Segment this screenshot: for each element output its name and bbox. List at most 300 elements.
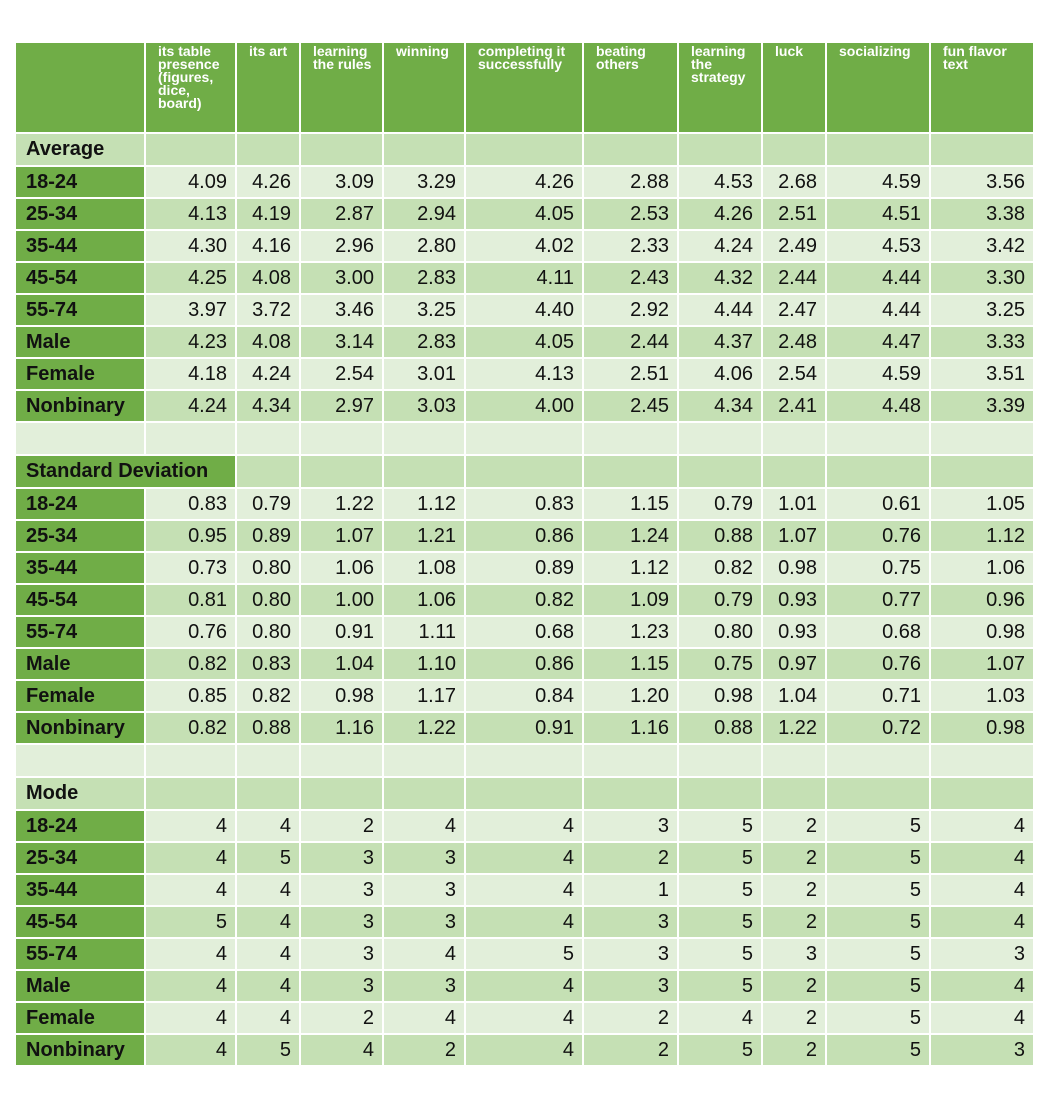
value-cell: 1.22 xyxy=(762,712,826,744)
value-cell: 4 xyxy=(300,1034,383,1066)
value-cell: 0.93 xyxy=(762,616,826,648)
value-cell: 0.91 xyxy=(465,712,583,744)
value-cell: 4.26 xyxy=(678,198,762,230)
value-cell: 2 xyxy=(583,1002,678,1034)
value-cell: 4.23 xyxy=(145,326,236,358)
value-cell: 0.82 xyxy=(678,552,762,584)
value-cell: 2.83 xyxy=(383,326,465,358)
value-cell: 0.81 xyxy=(145,584,236,616)
value-cell: 1.24 xyxy=(583,520,678,552)
value-cell: 4 xyxy=(145,938,236,970)
value-cell: 0.76 xyxy=(826,648,930,680)
table-row xyxy=(15,326,1034,358)
table-row xyxy=(15,874,1034,906)
column-header: completing it successfully xyxy=(465,42,583,133)
row-label: 25-34 xyxy=(15,842,145,874)
value-cell: 1.15 xyxy=(583,488,678,520)
value-cell: 0.91 xyxy=(300,616,383,648)
value-cell: 0.72 xyxy=(826,712,930,744)
blank-cell xyxy=(762,744,826,777)
value-cell: 4.32 xyxy=(678,262,762,294)
value-cell: 4.08 xyxy=(236,262,300,294)
value-cell: 1.20 xyxy=(583,680,678,712)
value-cell: 1.01 xyxy=(762,488,826,520)
value-cell: 4.44 xyxy=(678,294,762,326)
value-cell: 3.72 xyxy=(236,294,300,326)
empty-cell xyxy=(465,777,583,810)
value-cell: 0.88 xyxy=(678,520,762,552)
table-row xyxy=(15,906,1034,938)
value-cell: 4.34 xyxy=(678,390,762,422)
blank-cell xyxy=(826,744,930,777)
value-cell: 4.40 xyxy=(465,294,583,326)
value-cell: 0.82 xyxy=(236,680,300,712)
value-cell: 2 xyxy=(383,1034,465,1066)
value-cell: 1.12 xyxy=(583,552,678,584)
value-cell: 5 xyxy=(678,938,762,970)
value-cell: 4 xyxy=(678,1002,762,1034)
table-row xyxy=(15,616,1034,648)
value-cell: 3.09 xyxy=(300,166,383,198)
value-cell: 5 xyxy=(826,810,930,842)
blank-cell xyxy=(383,422,465,455)
value-cell: 1.05 xyxy=(930,488,1034,520)
empty-cell xyxy=(145,777,236,810)
section-header-row xyxy=(15,133,1034,166)
value-cell: 3.46 xyxy=(300,294,383,326)
value-cell: 0.71 xyxy=(826,680,930,712)
empty-cell xyxy=(826,133,930,166)
value-cell: 5 xyxy=(678,1034,762,1066)
empty-cell xyxy=(762,777,826,810)
value-cell: 4.13 xyxy=(465,358,583,390)
value-cell: 2.51 xyxy=(583,358,678,390)
blank-cell xyxy=(465,744,583,777)
value-cell: 5 xyxy=(678,874,762,906)
empty-cell xyxy=(465,133,583,166)
value-cell: 1.21 xyxy=(383,520,465,552)
value-cell: 4.02 xyxy=(465,230,583,262)
value-cell: 4.37 xyxy=(678,326,762,358)
empty-cell xyxy=(583,455,678,488)
column-header: socializing xyxy=(826,42,930,133)
table-row xyxy=(15,520,1034,552)
value-cell: 0.68 xyxy=(465,616,583,648)
empty-cell xyxy=(583,133,678,166)
value-cell: 0.79 xyxy=(236,488,300,520)
section-header-row xyxy=(15,777,1034,810)
value-cell: 4.48 xyxy=(826,390,930,422)
row-label: Male xyxy=(15,326,145,358)
blank-cell xyxy=(583,744,678,777)
value-cell: 1.06 xyxy=(383,584,465,616)
value-cell: 0.68 xyxy=(826,616,930,648)
value-cell: 3 xyxy=(930,1034,1034,1066)
value-cell: 4 xyxy=(465,874,583,906)
value-cell: 1.00 xyxy=(300,584,383,616)
value-cell: 2.80 xyxy=(383,230,465,262)
value-cell: 0.73 xyxy=(145,552,236,584)
row-label: Male xyxy=(15,970,145,1002)
table-row xyxy=(15,390,1034,422)
value-cell: 4.59 xyxy=(826,166,930,198)
row-label: 18-24 xyxy=(15,166,145,198)
value-cell: 2.47 xyxy=(762,294,826,326)
value-cell: 2 xyxy=(762,970,826,1002)
value-cell: 4.18 xyxy=(145,358,236,390)
table-row xyxy=(15,262,1034,294)
value-cell: 4 xyxy=(930,874,1034,906)
value-cell: 2.53 xyxy=(583,198,678,230)
value-cell: 5 xyxy=(826,970,930,1002)
empty-cell xyxy=(930,133,1034,166)
empty-cell xyxy=(300,777,383,810)
value-cell: 0.83 xyxy=(465,488,583,520)
value-cell: 2.54 xyxy=(300,358,383,390)
empty-cell xyxy=(678,455,762,488)
value-cell: 1.09 xyxy=(583,584,678,616)
value-cell: 2 xyxy=(300,810,383,842)
empty-cell xyxy=(300,455,383,488)
empty-cell xyxy=(762,133,826,166)
value-cell: 2.44 xyxy=(762,262,826,294)
value-cell: 4 xyxy=(236,906,300,938)
value-cell: 4.06 xyxy=(678,358,762,390)
value-cell: 4 xyxy=(145,874,236,906)
header-corner-cell xyxy=(15,42,145,133)
blank-spacer-row xyxy=(15,422,1034,455)
value-cell: 4.19 xyxy=(236,198,300,230)
row-label: 18-24 xyxy=(15,810,145,842)
value-cell: 0.86 xyxy=(465,648,583,680)
table-row xyxy=(15,294,1034,326)
blank-cell xyxy=(678,422,762,455)
section-title: Mode xyxy=(15,777,145,810)
value-cell: 2.68 xyxy=(762,166,826,198)
value-cell: 2 xyxy=(762,1002,826,1034)
value-cell: 3 xyxy=(383,970,465,1002)
value-cell: 4 xyxy=(465,970,583,1002)
value-cell: 4.24 xyxy=(236,358,300,390)
value-cell: 2.43 xyxy=(583,262,678,294)
value-cell: 1.04 xyxy=(762,680,826,712)
value-cell: 2.45 xyxy=(583,390,678,422)
value-cell: 3.33 xyxy=(930,326,1034,358)
value-cell: 2.51 xyxy=(762,198,826,230)
value-cell: 1.12 xyxy=(930,520,1034,552)
table-row xyxy=(15,712,1034,744)
section-title: Average xyxy=(15,133,145,166)
row-label: Nonbinary xyxy=(15,712,145,744)
column-header: its table presence (figures, dice, board) xyxy=(145,42,236,133)
value-cell: 2.44 xyxy=(583,326,678,358)
value-cell: 0.97 xyxy=(762,648,826,680)
value-cell: 0.85 xyxy=(145,680,236,712)
empty-cell xyxy=(930,455,1034,488)
blank-cell xyxy=(930,422,1034,455)
value-cell: 4.13 xyxy=(145,198,236,230)
section-title: Standard Deviation xyxy=(15,455,236,488)
value-cell: 2.88 xyxy=(583,166,678,198)
value-cell: 4 xyxy=(236,810,300,842)
value-cell: 3 xyxy=(383,874,465,906)
value-cell: 4.16 xyxy=(236,230,300,262)
table-row xyxy=(15,198,1034,230)
row-label: 55-74 xyxy=(15,938,145,970)
table-row xyxy=(15,810,1034,842)
value-cell: 4.30 xyxy=(145,230,236,262)
empty-cell xyxy=(930,777,1034,810)
header-row xyxy=(15,42,1034,133)
value-cell: 0.83 xyxy=(145,488,236,520)
value-cell: 4 xyxy=(465,906,583,938)
value-cell: 3 xyxy=(300,906,383,938)
column-header: learning the rules xyxy=(300,42,383,133)
value-cell: 2 xyxy=(762,842,826,874)
value-cell: 3 xyxy=(583,970,678,1002)
value-cell: 2 xyxy=(762,906,826,938)
value-cell: 2 xyxy=(762,810,826,842)
blank-cell xyxy=(762,422,826,455)
value-cell: 0.88 xyxy=(678,712,762,744)
blank-cell xyxy=(145,422,236,455)
value-cell: 4 xyxy=(236,970,300,1002)
table-row xyxy=(15,1034,1034,1066)
blank-spacer-row xyxy=(15,744,1034,777)
empty-cell xyxy=(145,133,236,166)
table-row xyxy=(15,970,1034,1002)
blank-cell xyxy=(300,422,383,455)
value-cell: 4 xyxy=(465,1034,583,1066)
blank-cell xyxy=(383,744,465,777)
value-cell: 0.83 xyxy=(236,648,300,680)
blank-cell xyxy=(236,744,300,777)
value-cell: 3 xyxy=(300,874,383,906)
table-row xyxy=(15,842,1034,874)
value-cell: 0.93 xyxy=(762,584,826,616)
value-cell: 4 xyxy=(465,1002,583,1034)
value-cell: 1.22 xyxy=(383,712,465,744)
value-cell: 3.00 xyxy=(300,262,383,294)
value-cell: 4 xyxy=(930,970,1034,1002)
value-cell: 4.34 xyxy=(236,390,300,422)
value-cell: 0.80 xyxy=(236,616,300,648)
value-cell: 1.08 xyxy=(383,552,465,584)
value-cell: 0.86 xyxy=(465,520,583,552)
value-cell: 4 xyxy=(383,938,465,970)
value-cell: 3.01 xyxy=(383,358,465,390)
value-cell: 0.82 xyxy=(145,648,236,680)
value-cell: 2.48 xyxy=(762,326,826,358)
value-cell: 3.97 xyxy=(145,294,236,326)
value-cell: 4 xyxy=(145,970,236,1002)
value-cell: 0.98 xyxy=(300,680,383,712)
value-cell: 3.25 xyxy=(930,294,1034,326)
value-cell: 0.96 xyxy=(930,584,1034,616)
empty-cell xyxy=(762,455,826,488)
value-cell: 0.98 xyxy=(930,616,1034,648)
row-label: 35-44 xyxy=(15,230,145,262)
value-cell: 5 xyxy=(826,938,930,970)
value-cell: 3.03 xyxy=(383,390,465,422)
value-cell: 2.94 xyxy=(383,198,465,230)
value-cell: 1.07 xyxy=(300,520,383,552)
value-cell: 1.15 xyxy=(583,648,678,680)
table-row xyxy=(15,358,1034,390)
value-cell: 3 xyxy=(762,938,826,970)
value-cell: 0.79 xyxy=(678,584,762,616)
column-header: fun flavor text xyxy=(930,42,1034,133)
value-cell: 4 xyxy=(145,1002,236,1034)
value-cell: 5 xyxy=(826,874,930,906)
value-cell: 4.24 xyxy=(145,390,236,422)
value-cell: 1.06 xyxy=(300,552,383,584)
value-cell: 4.08 xyxy=(236,326,300,358)
value-cell: 1.10 xyxy=(383,648,465,680)
value-cell: 2.96 xyxy=(300,230,383,262)
empty-cell xyxy=(678,133,762,166)
value-cell: 0.82 xyxy=(145,712,236,744)
value-cell: 5 xyxy=(236,1034,300,1066)
row-label: Female xyxy=(15,1002,145,1034)
row-label: 55-74 xyxy=(15,616,145,648)
value-cell: 4.47 xyxy=(826,326,930,358)
value-cell: 3.25 xyxy=(383,294,465,326)
row-label: Female xyxy=(15,358,145,390)
empty-cell xyxy=(678,777,762,810)
value-cell: 4 xyxy=(930,842,1034,874)
value-cell: 3 xyxy=(930,938,1034,970)
value-cell: 3.29 xyxy=(383,166,465,198)
row-label: 45-54 xyxy=(15,906,145,938)
table-row xyxy=(15,488,1034,520)
value-cell: 0.82 xyxy=(465,584,583,616)
row-label: 25-34 xyxy=(15,520,145,552)
value-cell: 4 xyxy=(145,810,236,842)
value-cell: 0.75 xyxy=(678,648,762,680)
value-cell: 0.88 xyxy=(236,712,300,744)
row-label: 55-74 xyxy=(15,294,145,326)
column-header: learning the strategy xyxy=(678,42,762,133)
row-label: Female xyxy=(15,680,145,712)
empty-cell xyxy=(236,777,300,810)
blank-label-cell xyxy=(15,422,145,455)
value-cell: 4 xyxy=(145,1034,236,1066)
value-cell: 0.84 xyxy=(465,680,583,712)
value-cell: 0.89 xyxy=(465,552,583,584)
value-cell: 5 xyxy=(826,1034,930,1066)
value-cell: 4 xyxy=(383,1002,465,1034)
value-cell: 2.87 xyxy=(300,198,383,230)
value-cell: 1.11 xyxy=(383,616,465,648)
value-cell: 4.59 xyxy=(826,358,930,390)
value-cell: 5 xyxy=(826,1002,930,1034)
value-cell: 5 xyxy=(678,842,762,874)
empty-cell xyxy=(236,133,300,166)
table-row xyxy=(15,938,1034,970)
value-cell: 4 xyxy=(236,874,300,906)
value-cell: 1 xyxy=(583,874,678,906)
value-cell: 4.05 xyxy=(465,326,583,358)
column-header: luck xyxy=(762,42,826,133)
value-cell: 1.04 xyxy=(300,648,383,680)
value-cell: 1.22 xyxy=(300,488,383,520)
value-cell: 0.98 xyxy=(678,680,762,712)
table-row xyxy=(15,1002,1034,1034)
value-cell: 2.54 xyxy=(762,358,826,390)
blank-cell xyxy=(583,422,678,455)
value-cell: 4.53 xyxy=(678,166,762,198)
row-label: 18-24 xyxy=(15,488,145,520)
value-cell: 1.06 xyxy=(930,552,1034,584)
value-cell: 3.30 xyxy=(930,262,1034,294)
value-cell: 3.42 xyxy=(930,230,1034,262)
value-cell: 4 xyxy=(930,810,1034,842)
survey-stats-table xyxy=(14,41,1035,1067)
row-label: 25-34 xyxy=(15,198,145,230)
blank-cell xyxy=(300,744,383,777)
value-cell: 4.25 xyxy=(145,262,236,294)
value-cell: 2.41 xyxy=(762,390,826,422)
row-label: Male xyxy=(15,648,145,680)
value-cell: 0.80 xyxy=(236,584,300,616)
value-cell: 4.11 xyxy=(465,262,583,294)
value-cell: 3 xyxy=(383,842,465,874)
blank-cell xyxy=(826,422,930,455)
table-row xyxy=(15,230,1034,262)
blank-cell xyxy=(236,422,300,455)
value-cell: 4 xyxy=(930,1002,1034,1034)
value-cell: 1.17 xyxy=(383,680,465,712)
value-cell: 1.12 xyxy=(383,488,465,520)
value-cell: 4 xyxy=(145,842,236,874)
value-cell: 3 xyxy=(300,970,383,1002)
value-cell: 1.07 xyxy=(762,520,826,552)
table-row xyxy=(15,584,1034,616)
value-cell: 5 xyxy=(236,842,300,874)
row-label: Nonbinary xyxy=(15,390,145,422)
value-cell: 4 xyxy=(236,938,300,970)
value-cell: 0.76 xyxy=(826,520,930,552)
blank-cell xyxy=(678,744,762,777)
value-cell: 3 xyxy=(300,938,383,970)
value-cell: 3.14 xyxy=(300,326,383,358)
value-cell: 2.97 xyxy=(300,390,383,422)
value-cell: 4.26 xyxy=(236,166,300,198)
value-cell: 4.00 xyxy=(465,390,583,422)
value-cell: 1.03 xyxy=(930,680,1034,712)
blank-cell xyxy=(465,422,583,455)
value-cell: 0.77 xyxy=(826,584,930,616)
value-cell: 4.09 xyxy=(145,166,236,198)
value-cell: 4 xyxy=(465,842,583,874)
value-cell: 3.56 xyxy=(930,166,1034,198)
empty-cell xyxy=(383,777,465,810)
value-cell: 4.05 xyxy=(465,198,583,230)
value-cell: 4.51 xyxy=(826,198,930,230)
value-cell: 4 xyxy=(236,1002,300,1034)
value-cell: 5 xyxy=(678,810,762,842)
value-cell: 4.24 xyxy=(678,230,762,262)
value-cell: 5 xyxy=(465,938,583,970)
value-cell: 2.92 xyxy=(583,294,678,326)
empty-cell xyxy=(236,455,300,488)
value-cell: 2.33 xyxy=(583,230,678,262)
value-cell: 5 xyxy=(678,970,762,1002)
value-cell: 0.80 xyxy=(236,552,300,584)
value-cell: 1.16 xyxy=(300,712,383,744)
value-cell: 0.80 xyxy=(678,616,762,648)
